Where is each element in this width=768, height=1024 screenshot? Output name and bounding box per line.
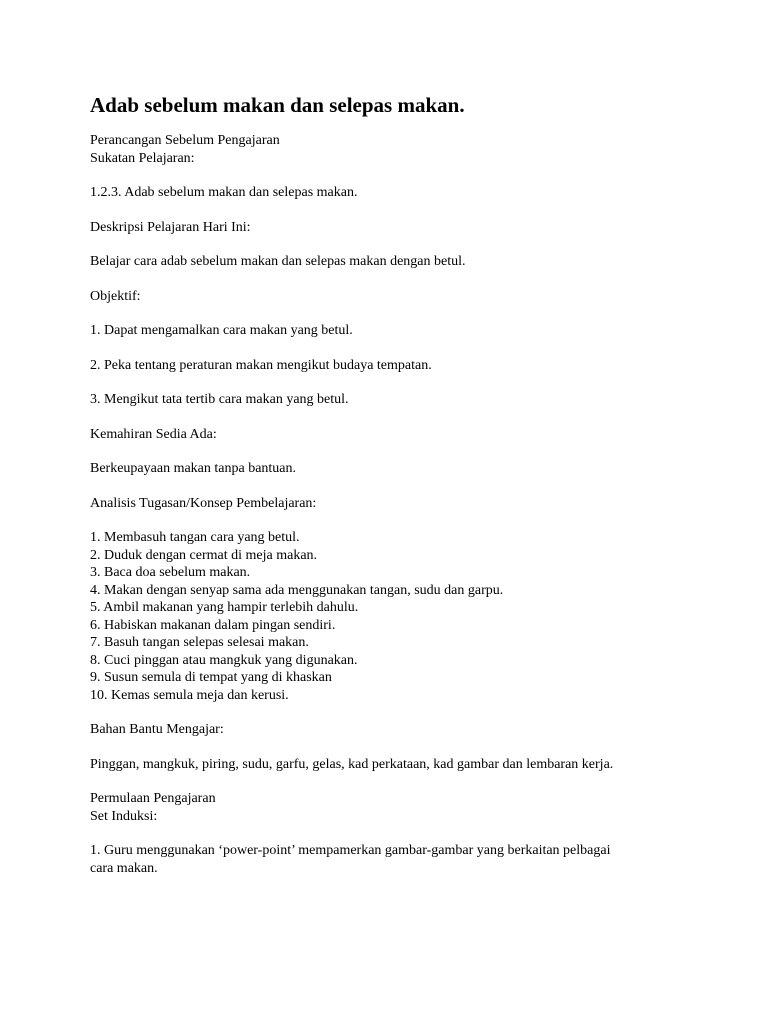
planning-heading: Perancangan Sebelum Pengajaran (90, 133, 280, 148)
objective-item: 3. Mengikut tata tertib cara makan yang betul. (90, 392, 349, 407)
induction-line: cara makan. (90, 860, 158, 876)
planning-section (90, 132, 690, 167)
materials-heading: Bahan Bantu Mengajar: (90, 722, 224, 737)
skills-text: Berkeupayaan makan tanpa bantuan. (90, 461, 297, 476)
document-page (90, 91, 690, 894)
objectives-heading: Objektif: (90, 288, 141, 304)
induction-heading: Set Induksi: (90, 808, 158, 824)
induction-item (90, 842, 690, 877)
list-item: 7. Basuh tangan selepas selesai makan. (90, 635, 309, 650)
description-heading: Deskripsi Pelajaran Hari Ini: (90, 219, 251, 235)
list-item: 1. Membasuh tangan cara yang betul. (90, 530, 300, 545)
list-item: 8. Cuci pinggan atau mangkuk yang digunakan. (90, 652, 358, 668)
list-item: 4. Makan dengan senyap sama ada menggunakan tangan, sudu dan garpu. (90, 582, 504, 598)
analysis-heading: Analisis Tugasan/Konsep Pembelajaran: (90, 495, 317, 511)
list-item: 6. Habiskan makanan dalam pingan sendiri. (90, 617, 336, 633)
list-item: 10. Kemas semula meja dan kerusi. (90, 687, 289, 703)
list-item: 9. Susun semula di tempat yang di khaskan (90, 670, 332, 685)
syllabus-text: 1.2.3. Adab sebelum makan dan selepas makan. (90, 185, 358, 200)
analysis-list (90, 529, 690, 704)
description-text: Belajar cara adab sebelum makan dan selepas makan dengan betul. (90, 254, 466, 269)
objective-item: 2. Peka tentang peraturan makan mengikut budaya tempatan. (90, 357, 432, 373)
materials-text: Pinggan, mangkuk, piring, sudu, garfu, gelas, kad perkataan, kad gambar dan lembaran kerja. (90, 756, 614, 772)
syllabus-heading: Sukatan Pelajaran: (90, 150, 195, 166)
list-item: 3. Baca doa sebelum makan. (90, 565, 251, 580)
list-item: 2. Duduk dengan cermat di meja makan. (90, 547, 318, 563)
skills-heading: Kemahiran Sedia Ada: (90, 426, 217, 442)
document-title: Adab sebelum makan dan selepas makan. (90, 93, 465, 117)
start-section (90, 790, 690, 825)
start-heading: Permulaan Pengajaran (90, 791, 216, 806)
induction-line: 1. Guru menggunakan ‘power-point’ mempamerkan gambar-gambar yang berkaitan pelbagai (90, 843, 611, 858)
list-item: 5. Ambil makanan yang hampir terlebih dahulu. (90, 600, 359, 615)
objective-item: 1. Dapat mengamalkan cara makan yang betul. (90, 323, 353, 338)
